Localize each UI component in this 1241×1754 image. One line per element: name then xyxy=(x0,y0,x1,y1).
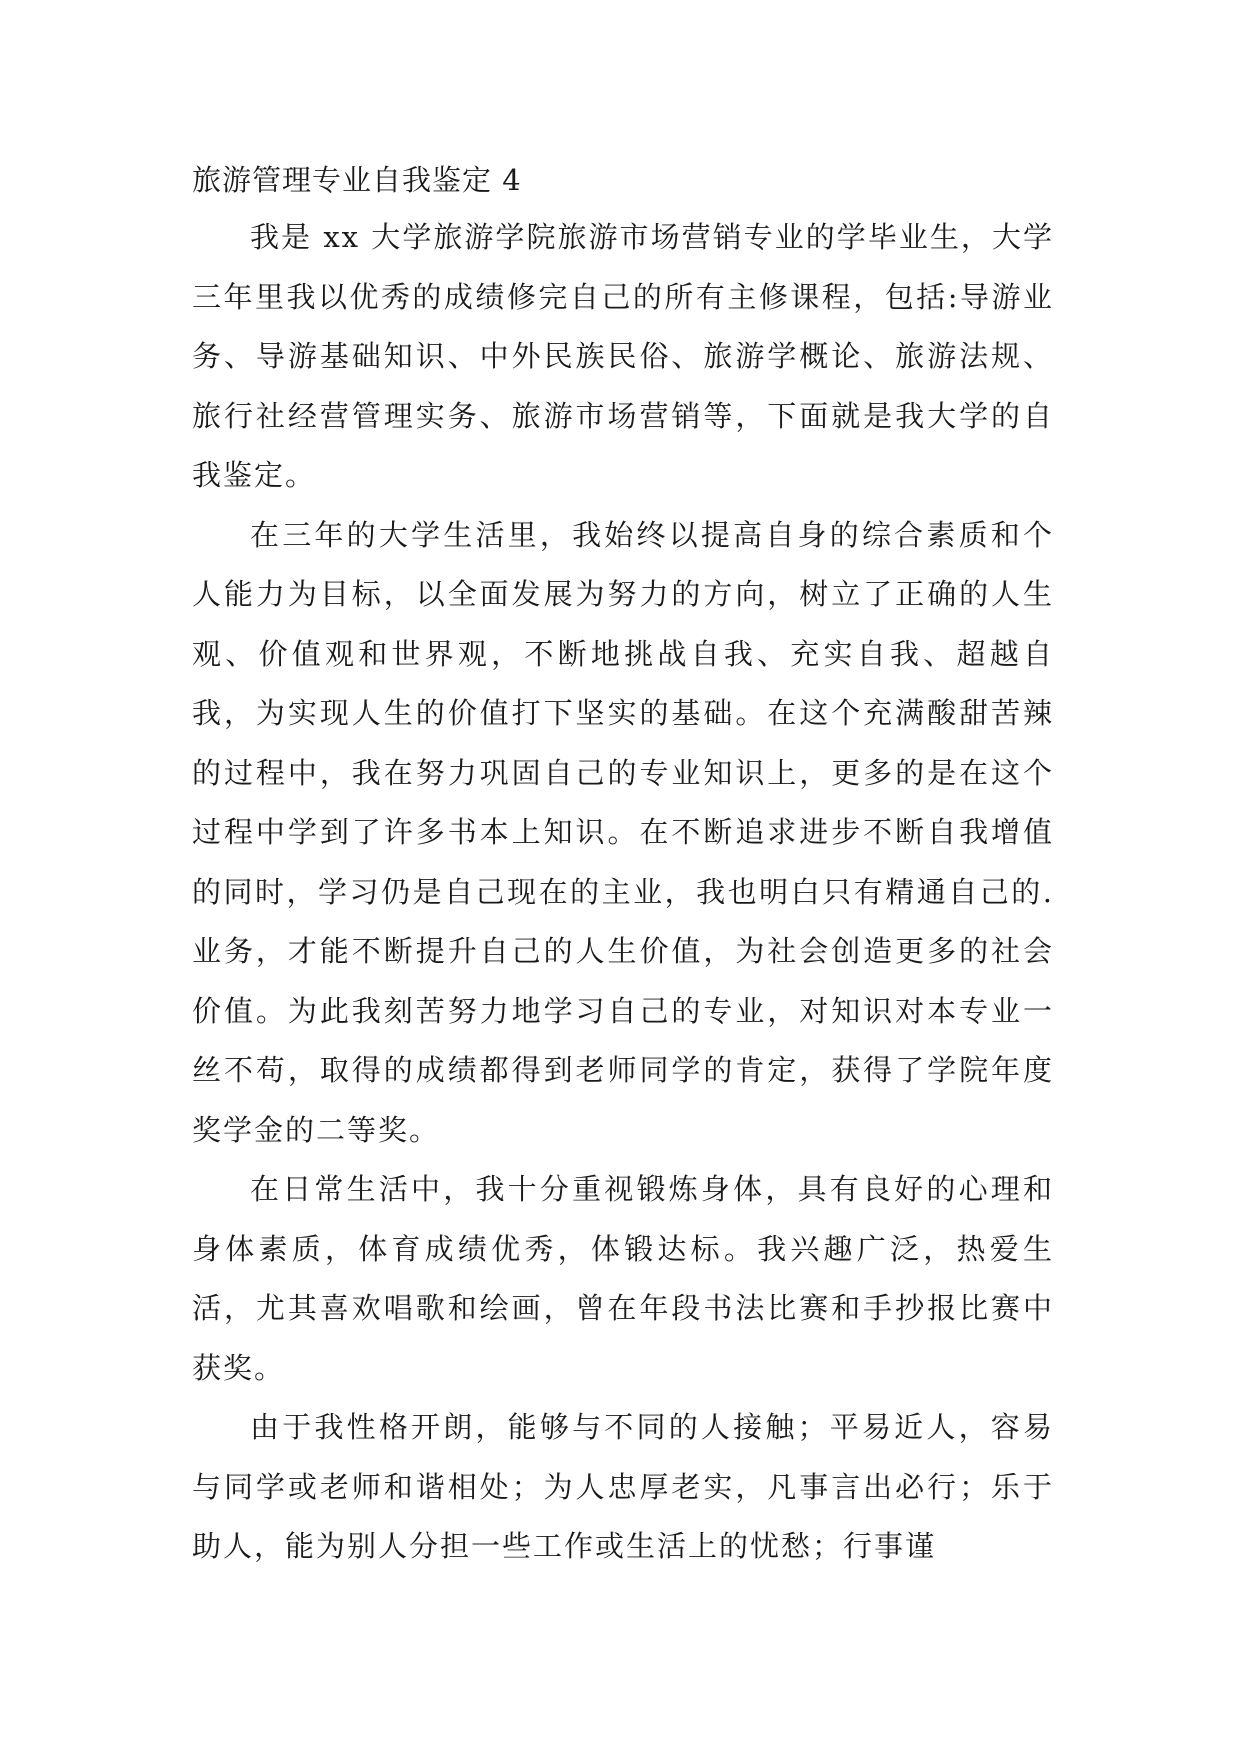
paragraph-personality: 由于我性格开朗，能够与不同的人接触；平易近人，容易与同学或老师和谐相处；为人忠厚老实，凡事言出必行；乐于助人，能为别人分担一些工作或生活上的忧愁；行事谨 xyxy=(192,1410,1054,1563)
paragraph-intro: 我是 xx 大学旅游学院旅游市场营销专业的学毕业生，大学三年里我以优秀的成绩修完自己的所有主修课程，包括:导游业务、导游基础知识、中外民族民俗、旅游学概论、旅游法规、旅行社经营管理实务、旅游市场营销等，下面就是我大学的自我鉴定。 xyxy=(192,220,1054,492)
paragraph-study: 在三年的大学生活里，我始终以提高自身的综合素质和个人能力为目标，以全面发展为努力的方向，树立了正确的人生观、价值观和世界观，不断地挑战自我、充实自我、超越自我，为实现人生的价值打下坚实的基础。在这个充满酸甜苦辣的过程中，我在努力巩固自己的专业知识上，更多的是在这个过程中学到了许多书本上知识。在不断追求进步不断自我增值的同时，学习仍是自己现在的主业，我也明白只有精通自己的. 业务，才能不断提升自己的人生价值，为社会创造更多的社会价值。为此我刻苦努力地学习自己的专业，对知识对本专业一丝不苟，取得的成绩都得到老师同学的肯定，获得了学院年度奖学金的二等奖。 xyxy=(192,517,1054,1147)
document-page xyxy=(192,160,1054,1577)
document-title: 旅游管理专业自我鉴定 4 xyxy=(192,163,522,197)
paragraph-daily-life: 在日常生活中，我十分重视锻炼身体，具有良好的心理和身体素质，体育成绩优秀，体锻达标。我兴趣广泛，热爱生活，尤其喜欢唱歌和绘画，曾在年段书法比赛和手抄报比赛中获奖。 xyxy=(192,1172,1054,1385)
